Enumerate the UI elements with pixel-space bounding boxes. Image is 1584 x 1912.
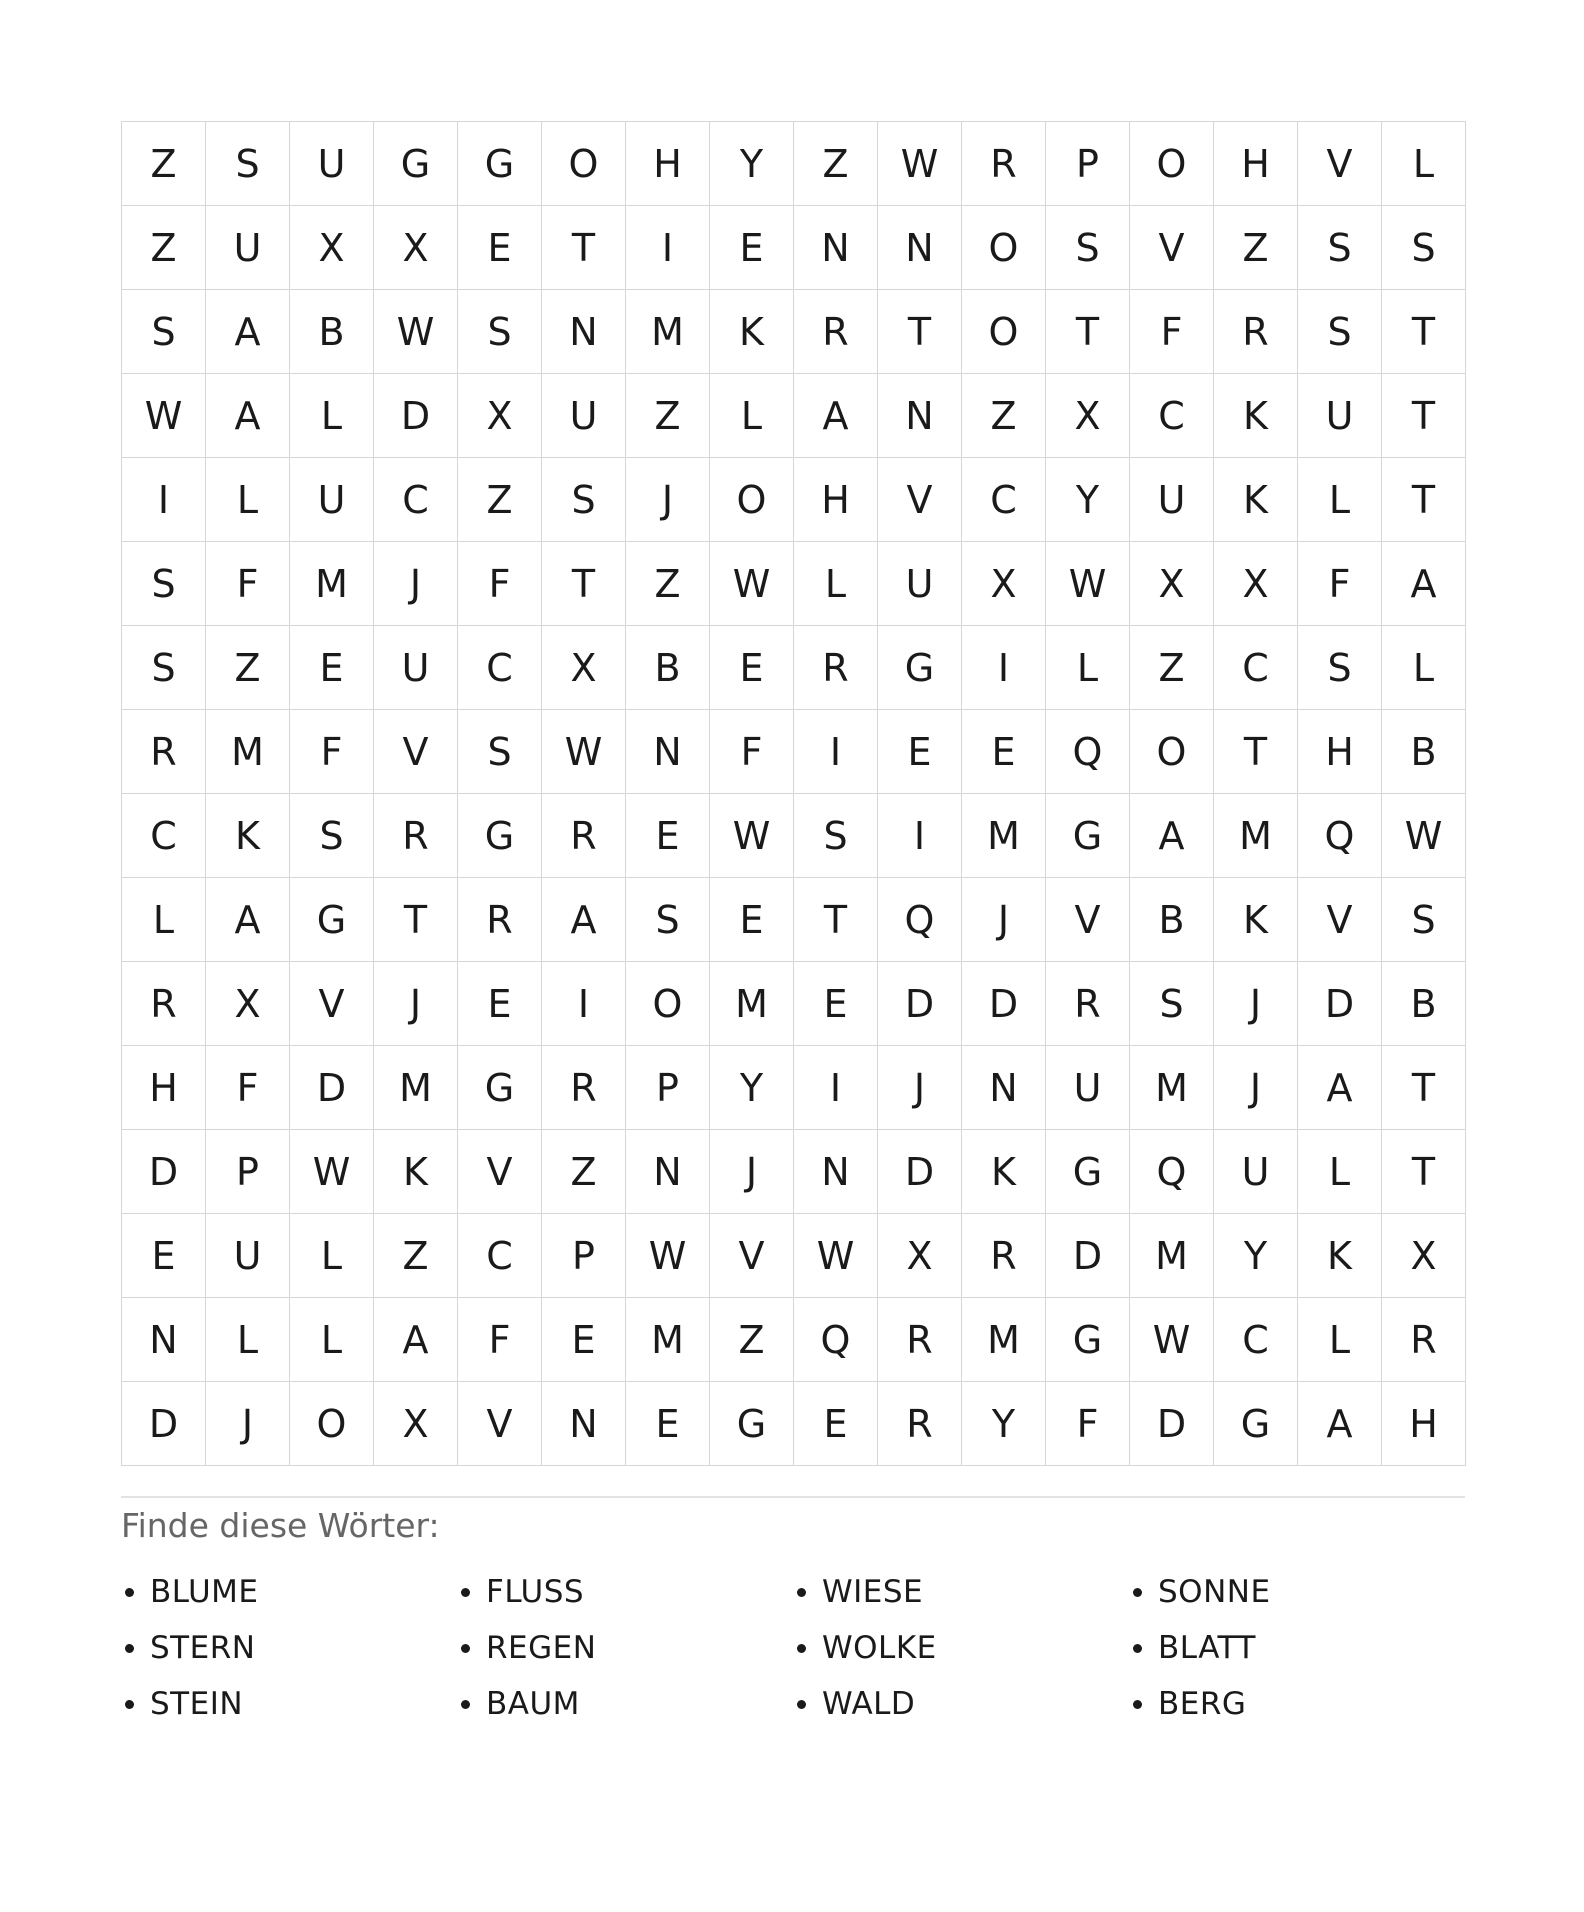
word-list-item	[1129, 1620, 1465, 1676]
grid-cell[interactable]: M	[1130, 1046, 1214, 1130]
grid-cell[interactable]: O	[626, 962, 710, 1046]
grid-cell[interactable]: W	[1046, 542, 1130, 626]
grid-cell[interactable]: R	[122, 710, 206, 794]
word-list-item	[793, 1564, 1129, 1620]
grid-cell[interactable]: S	[1046, 206, 1130, 290]
grid-cell[interactable]: H	[1214, 122, 1298, 206]
grid-cell[interactable]: M	[374, 1046, 458, 1130]
grid-cell[interactable]: W	[878, 122, 962, 206]
grid-cell[interactable]: D	[290, 1046, 374, 1130]
grid-cell[interactable]: Y	[962, 1382, 1046, 1466]
bullet-icon	[461, 1588, 470, 1597]
grid-cell[interactable]: V	[374, 710, 458, 794]
grid-cell[interactable]: I	[794, 1046, 878, 1130]
grid-cell[interactable]: L	[206, 458, 290, 542]
word-label: WOLKE	[822, 1630, 937, 1666]
grid-cell[interactable]: U	[1214, 1130, 1298, 1214]
grid-cell[interactable]: S	[122, 626, 206, 710]
grid-cell[interactable]: G	[458, 794, 542, 878]
grid-cell[interactable]: G	[1046, 1298, 1130, 1382]
grid-cell[interactable]: W	[290, 1130, 374, 1214]
grid-cell[interactable]: X	[962, 542, 1046, 626]
grid-cell[interactable]: G	[878, 626, 962, 710]
grid-cell[interactable]: T	[878, 290, 962, 374]
grid-cell[interactable]: C	[962, 458, 1046, 542]
grid-cell[interactable]: X	[1130, 542, 1214, 626]
grid-cell[interactable]: C	[1214, 626, 1298, 710]
grid-cell[interactable]: L	[290, 374, 374, 458]
grid-cell[interactable]: E	[458, 206, 542, 290]
bullet-icon	[1133, 1700, 1142, 1709]
grid-cell[interactable]: G	[1214, 1382, 1298, 1466]
grid-cell[interactable]: N	[122, 1298, 206, 1382]
grid-cell[interactable]: C	[122, 794, 206, 878]
grid-cell[interactable]: V	[458, 1382, 542, 1466]
grid-cell[interactable]: K	[1214, 374, 1298, 458]
grid-cell[interactable]: K	[962, 1130, 1046, 1214]
grid-cell[interactable]: S	[1382, 878, 1466, 962]
grid-cell[interactable]: R	[542, 1046, 626, 1130]
grid-cell[interactable]: R	[1382, 1298, 1466, 1382]
grid-cell[interactable]: G	[710, 1382, 794, 1466]
grid-cell[interactable]: G	[458, 1046, 542, 1130]
grid-cell[interactable]: X	[290, 206, 374, 290]
grid-cell[interactable]: J	[374, 542, 458, 626]
word-list-item	[793, 1620, 1129, 1676]
grid-cell[interactable]: S	[458, 290, 542, 374]
word-list-item	[1129, 1564, 1465, 1620]
grid-cell[interactable]: Q	[1130, 1130, 1214, 1214]
grid-cell[interactable]: G	[458, 122, 542, 206]
grid-cell[interactable]: A	[794, 374, 878, 458]
grid-cell[interactable]: W	[1130, 1298, 1214, 1382]
grid-cell[interactable]: Z	[542, 1130, 626, 1214]
grid-cell[interactable]: F	[1046, 1382, 1130, 1466]
grid-cell[interactable]: C	[374, 458, 458, 542]
grid-cell[interactable]: F	[710, 710, 794, 794]
grid-cell[interactable]: A	[206, 878, 290, 962]
grid-cell[interactable]: K	[1214, 458, 1298, 542]
grid-cell[interactable]: E	[542, 1298, 626, 1382]
word-label: STEIN	[150, 1686, 244, 1722]
grid-cell[interactable]: J	[626, 458, 710, 542]
word-list-item	[457, 1564, 793, 1620]
grid-cell[interactable]: W	[1382, 794, 1466, 878]
grid-cell[interactable]: T	[1382, 1130, 1466, 1214]
grid-cell[interactable]: L	[206, 1298, 290, 1382]
grid-cell[interactable]: Z	[206, 626, 290, 710]
grid-cell[interactable]: R	[794, 626, 878, 710]
grid-cell[interactable]: X	[1046, 374, 1130, 458]
grid-cell[interactable]: O	[962, 290, 1046, 374]
grid-cell[interactable]: L	[1046, 626, 1130, 710]
grid-cell[interactable]: V	[1046, 878, 1130, 962]
grid-cell[interactable]: A	[374, 1298, 458, 1382]
grid-cell[interactable]: E	[962, 710, 1046, 794]
grid-cell[interactable]: R	[122, 962, 206, 1046]
grid-cell[interactable]: W	[710, 542, 794, 626]
grid-cell[interactable]: G	[1046, 1130, 1130, 1214]
grid-cell[interactable]: H	[626, 122, 710, 206]
grid-cell[interactable]: I	[794, 710, 878, 794]
grid-cell[interactable]: B	[626, 626, 710, 710]
grid-cell[interactable]: H	[1382, 1382, 1466, 1466]
grid-cell[interactable]: E	[290, 626, 374, 710]
grid-cell[interactable]: S	[290, 794, 374, 878]
word-search-puzzle	[121, 121, 1465, 1732]
word-label: BAUM	[486, 1686, 580, 1722]
grid-cell[interactable]: A	[206, 374, 290, 458]
grid-cell[interactable]: Q	[1298, 794, 1382, 878]
grid-cell[interactable]: U	[206, 206, 290, 290]
grid-cell[interactable]: M	[710, 962, 794, 1046]
grid-cell[interactable]: Z	[458, 458, 542, 542]
grid-cell[interactable]: B	[1382, 962, 1466, 1046]
grid-cell[interactable]: U	[1298, 374, 1382, 458]
grid-cell[interactable]: M	[626, 1298, 710, 1382]
grid-cell[interactable]: I	[878, 794, 962, 878]
grid-cell[interactable]: E	[710, 878, 794, 962]
grid-cell[interactable]: U	[542, 374, 626, 458]
grid-cell[interactable]: Q	[1046, 710, 1130, 794]
bullet-icon	[1133, 1588, 1142, 1597]
bullet-icon	[125, 1700, 134, 1709]
grid-cell[interactable]: S	[1382, 206, 1466, 290]
bullet-icon	[125, 1644, 134, 1653]
grid-cell[interactable]: R	[794, 290, 878, 374]
grid-cell[interactable]: L	[1382, 626, 1466, 710]
grid-cell[interactable]: T	[1382, 1046, 1466, 1130]
grid-cell[interactable]: O	[542, 122, 626, 206]
grid-cell[interactable]: N	[878, 206, 962, 290]
grid-cell[interactable]: B	[1382, 710, 1466, 794]
grid-cell[interactable]: C	[458, 626, 542, 710]
grid-cell[interactable]: J	[374, 962, 458, 1046]
grid-cell[interactable]: D	[374, 374, 458, 458]
grid-cell[interactable]: P	[206, 1130, 290, 1214]
grid-cell[interactable]: B	[290, 290, 374, 374]
grid-cell[interactable]: L	[794, 542, 878, 626]
grid-cell[interactable]: S	[458, 710, 542, 794]
grid-cell[interactable]: T	[794, 878, 878, 962]
grid-cell[interactable]: V	[878, 458, 962, 542]
grid-cell[interactable]: N	[962, 1046, 1046, 1130]
bullet-icon	[797, 1700, 806, 1709]
grid-cell[interactable]: B	[1130, 878, 1214, 962]
grid-cell[interactable]: S	[1298, 290, 1382, 374]
grid-cell[interactable]: R	[374, 794, 458, 878]
grid-cell[interactable]: J	[710, 1130, 794, 1214]
grid-cell[interactable]: A	[1382, 542, 1466, 626]
grid-cell[interactable]: W	[122, 374, 206, 458]
grid-cell[interactable]: U	[374, 626, 458, 710]
grid-cell[interactable]: T	[1382, 458, 1466, 542]
grid-cell[interactable]: S	[1298, 206, 1382, 290]
grid-cell[interactable]: H	[794, 458, 878, 542]
grid-cell[interactable]: L	[290, 1214, 374, 1298]
word-list-item	[457, 1676, 793, 1732]
grid-cell[interactable]: S	[626, 878, 710, 962]
word-list-item	[793, 1676, 1129, 1732]
grid-cell[interactable]: H	[1298, 710, 1382, 794]
grid-cell[interactable]: V	[1298, 122, 1382, 206]
grid-cell[interactable]: E	[710, 206, 794, 290]
grid-cell[interactable]: O	[962, 206, 1046, 290]
grid-cell[interactable]: C	[1214, 1298, 1298, 1382]
grid-cell[interactable]: F	[290, 710, 374, 794]
grid-cell[interactable]: C	[1130, 374, 1214, 458]
grid-cell[interactable]: D	[122, 1382, 206, 1466]
grid-cell[interactable]: T	[1046, 290, 1130, 374]
grid-cell[interactable]: V	[1130, 206, 1214, 290]
grid-cell[interactable]: F	[1298, 542, 1382, 626]
grid-cell[interactable]: M	[962, 1298, 1046, 1382]
grid-cell[interactable]: L	[1298, 1130, 1382, 1214]
grid-cell[interactable]: R	[962, 122, 1046, 206]
grid-cell[interactable]: P	[626, 1046, 710, 1130]
grid-cell[interactable]: E	[626, 1382, 710, 1466]
word-label: STERN	[150, 1630, 256, 1666]
bullet-icon	[1133, 1644, 1142, 1653]
word-list-item	[457, 1620, 793, 1676]
grid-cell[interactable]: V	[290, 962, 374, 1046]
letter-grid	[121, 121, 1466, 1466]
grid-cell[interactable]: V	[458, 1130, 542, 1214]
grid-cell[interactable]: D	[1046, 1214, 1130, 1298]
grid-cell[interactable]: M	[1130, 1214, 1214, 1298]
grid-cell[interactable]: X	[1214, 542, 1298, 626]
grid-cell[interactable]: E	[878, 710, 962, 794]
grid-cell[interactable]: N	[542, 290, 626, 374]
grid-cell[interactable]: M	[1214, 794, 1298, 878]
grid-cell[interactable]: N	[794, 206, 878, 290]
word-list	[121, 1564, 1465, 1732]
grid-cell[interactable]: G	[1046, 794, 1130, 878]
grid-cell[interactable]: U	[878, 542, 962, 626]
grid-cell[interactable]: T	[1382, 374, 1466, 458]
grid-cell[interactable]: K	[710, 290, 794, 374]
word-label: WALD	[822, 1686, 916, 1722]
grid-cell[interactable]: S	[206, 122, 290, 206]
grid-cell[interactable]: E	[794, 1382, 878, 1466]
grid-cell[interactable]: Z	[374, 1214, 458, 1298]
grid-cell[interactable]: L	[1382, 122, 1466, 206]
grid-cell[interactable]: M	[626, 290, 710, 374]
word-label: BLUME	[150, 1574, 259, 1610]
grid-cell[interactable]: J	[878, 1046, 962, 1130]
grid-cell[interactable]: Z	[122, 122, 206, 206]
grid-cell[interactable]: A	[1298, 1382, 1382, 1466]
bullet-icon	[461, 1700, 470, 1709]
grid-cell[interactable]: H	[122, 1046, 206, 1130]
grid-cell[interactable]: K	[1214, 878, 1298, 962]
grid-cell[interactable]: Y	[710, 122, 794, 206]
word-label: FLUSS	[486, 1574, 585, 1610]
grid-cell[interactable]: L	[1298, 458, 1382, 542]
grid-cell[interactable]: O	[1130, 710, 1214, 794]
grid-cell[interactable]: L	[710, 374, 794, 458]
grid-cell[interactable]: X	[1382, 1214, 1466, 1298]
grid-cell[interactable]: Q	[794, 1298, 878, 1382]
grid-cell[interactable]: A	[542, 878, 626, 962]
grid-cell[interactable]: S	[1130, 962, 1214, 1046]
grid-cell[interactable]: X	[374, 206, 458, 290]
grid-cell[interactable]: Z	[794, 122, 878, 206]
grid-cell[interactable]: Z	[1130, 626, 1214, 710]
bullet-icon	[461, 1644, 470, 1653]
grid-cell[interactable]: Z	[626, 374, 710, 458]
word-label: BLATT	[1158, 1630, 1256, 1666]
grid-cell[interactable]: R	[542, 794, 626, 878]
grid-cell[interactable]: J	[1214, 1046, 1298, 1130]
grid-cell[interactable]: G	[374, 122, 458, 206]
word-list-item	[121, 1564, 457, 1620]
grid-cell[interactable]: U	[1046, 1046, 1130, 1130]
grid-cell[interactable]: I	[962, 626, 1046, 710]
grid-cell[interactable]: F	[458, 542, 542, 626]
grid-cell[interactable]: T	[542, 542, 626, 626]
grid-cell[interactable]: V	[1298, 878, 1382, 962]
grid-cell[interactable]: O	[1130, 122, 1214, 206]
grid-cell[interactable]: O	[290, 1382, 374, 1466]
word-list-item	[121, 1676, 457, 1732]
grid-cell[interactable]: F	[206, 1046, 290, 1130]
grid-cell[interactable]: X	[458, 374, 542, 458]
grid-cell[interactable]: S	[1298, 626, 1382, 710]
grid-cell[interactable]: Z	[122, 206, 206, 290]
bullet-icon	[125, 1588, 134, 1597]
word-list-title: Finde diese Wörter:	[121, 1506, 440, 1545]
grid-cell[interactable]: U	[290, 458, 374, 542]
grid-cell[interactable]: I	[626, 206, 710, 290]
grid-cell[interactable]: K	[374, 1130, 458, 1214]
bullet-icon	[797, 1644, 806, 1653]
grid-cell[interactable]: A	[1130, 794, 1214, 878]
grid-cell[interactable]: A	[1298, 1046, 1382, 1130]
word-label: WIESE	[822, 1574, 924, 1610]
grid-cell[interactable]: I	[122, 458, 206, 542]
grid-cell[interactable]: O	[710, 458, 794, 542]
grid-cell[interactable]: W	[374, 290, 458, 374]
grid-cell[interactable]: N	[626, 1130, 710, 1214]
grid-cell[interactable]: G	[290, 878, 374, 962]
grid-cell[interactable]: F	[206, 542, 290, 626]
word-list-item	[121, 1620, 457, 1676]
grid-cell[interactable]: R	[878, 1382, 962, 1466]
grid-cell[interactable]: Z	[626, 542, 710, 626]
grid-cell[interactable]: R	[458, 878, 542, 962]
grid-cell[interactable]: K	[206, 794, 290, 878]
grid-cell[interactable]: D	[1130, 1382, 1214, 1466]
grid-cell[interactable]: Z	[710, 1298, 794, 1382]
grid-cell[interactable]: Y	[710, 1046, 794, 1130]
grid-cell[interactable]: E	[794, 962, 878, 1046]
grid-cell[interactable]: N	[878, 374, 962, 458]
grid-cell[interactable]: J	[1214, 962, 1298, 1046]
grid-cell[interactable]: M	[206, 710, 290, 794]
grid-cell[interactable]: T	[542, 206, 626, 290]
word-label: SONNE	[1158, 1574, 1271, 1610]
grid-cell[interactable]: U	[290, 122, 374, 206]
divider	[121, 1496, 1465, 1498]
grid-cell[interactable]: W	[542, 710, 626, 794]
grid-cell[interactable]: W	[626, 1214, 710, 1298]
grid-cell[interactable]: P	[542, 1214, 626, 1298]
grid-cell[interactable]: S	[542, 458, 626, 542]
grid-cell[interactable]: Z	[962, 374, 1046, 458]
grid-cell[interactable]: R	[878, 1298, 962, 1382]
word-label: BERG	[1158, 1686, 1247, 1722]
grid-cell[interactable]: P	[1046, 122, 1130, 206]
grid-cell[interactable]: D	[878, 1130, 962, 1214]
grid-cell[interactable]: S	[122, 542, 206, 626]
grid-cell[interactable]: D	[878, 962, 962, 1046]
grid-cell[interactable]: I	[542, 962, 626, 1046]
grid-cell[interactable]: T	[1214, 710, 1298, 794]
grid-cell[interactable]: N	[542, 1382, 626, 1466]
grid-cell[interactable]: A	[206, 290, 290, 374]
grid-cell[interactable]: W	[710, 794, 794, 878]
grid-cell[interactable]: Y	[1046, 458, 1130, 542]
grid-cell[interactable]: E	[122, 1214, 206, 1298]
grid-cell[interactable]: S	[122, 290, 206, 374]
grid-cell[interactable]: M	[290, 542, 374, 626]
grid-cell[interactable]: R	[1046, 962, 1130, 1046]
grid-cell[interactable]: X	[878, 1214, 962, 1298]
grid-cell[interactable]: N	[794, 1130, 878, 1214]
grid-cell[interactable]: L	[1298, 1298, 1382, 1382]
grid-cell[interactable]: L	[290, 1298, 374, 1382]
grid-cell[interactable]: T	[374, 878, 458, 962]
grid-cell[interactable]: E	[458, 962, 542, 1046]
grid-cell[interactable]: V	[710, 1214, 794, 1298]
grid-cell[interactable]: F	[458, 1298, 542, 1382]
bullet-icon	[797, 1588, 806, 1597]
grid-cell[interactable]: J	[206, 1382, 290, 1466]
grid-cell[interactable]: Q	[878, 878, 962, 962]
grid-cell[interactable]: E	[710, 626, 794, 710]
grid-cell[interactable]: T	[1382, 290, 1466, 374]
grid-cell[interactable]: U	[1130, 458, 1214, 542]
grid-cell[interactable]: C	[458, 1214, 542, 1298]
word-label: REGEN	[486, 1630, 597, 1666]
grid-cell[interactable]: M	[962, 794, 1046, 878]
grid-cell[interactable]: D	[962, 962, 1046, 1046]
grid-cell[interactable]: D	[1298, 962, 1382, 1046]
grid-cell[interactable]: Z	[1214, 206, 1298, 290]
grid-cell[interactable]: E	[626, 794, 710, 878]
grid-cell[interactable]: D	[122, 1130, 206, 1214]
grid-cell[interactable]: Y	[1214, 1214, 1298, 1298]
grid-cell[interactable]: X	[542, 626, 626, 710]
grid-cell[interactable]: W	[794, 1214, 878, 1298]
grid-cell[interactable]: X	[206, 962, 290, 1046]
word-list-item	[1129, 1676, 1465, 1732]
grid-cell[interactable]: R	[962, 1214, 1046, 1298]
grid-cell[interactable]: L	[122, 878, 206, 962]
grid-cell[interactable]: F	[1130, 290, 1214, 374]
grid-cell[interactable]: N	[626, 710, 710, 794]
grid-cell[interactable]: R	[1214, 290, 1298, 374]
grid-cell[interactable]: S	[794, 794, 878, 878]
grid-cell[interactable]: K	[1298, 1214, 1382, 1298]
grid-cell[interactable]: J	[962, 878, 1046, 962]
grid-cell[interactable]: U	[206, 1214, 290, 1298]
grid-cell[interactable]: X	[374, 1382, 458, 1466]
